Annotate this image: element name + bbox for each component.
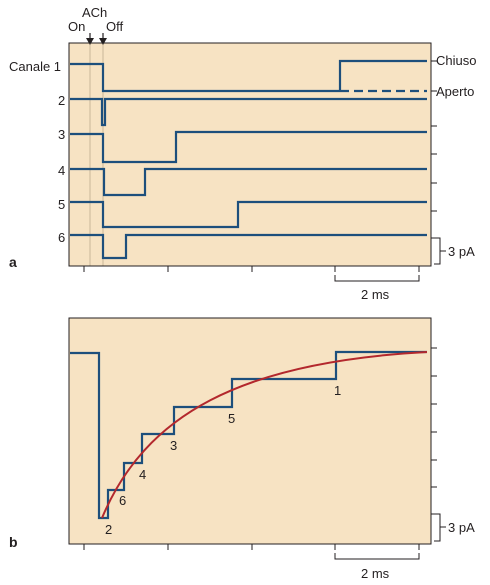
panel-a-background [69, 43, 431, 266]
step-label-1: 1 [334, 383, 342, 398]
panel-a-letter: a [9, 254, 17, 270]
step-label-5: 5 [228, 411, 236, 426]
step-label-4: 4 [139, 467, 147, 482]
channel-label-4: 4 [58, 163, 66, 178]
step-label-2: 2 [105, 522, 113, 537]
panel-a-time-axis [69, 266, 431, 281]
off-label: Off [106, 19, 124, 34]
channel-label-6: 6 [58, 230, 66, 245]
step-label-6: 6 [119, 493, 127, 508]
step-label-3: 3 [170, 438, 178, 453]
panel-b-time-axis [69, 544, 431, 559]
channel-label-3: 3 [58, 127, 66, 142]
panel-b-current-scale: 3 pA [448, 520, 475, 535]
state-open-label: Aperto [436, 84, 475, 99]
state-closed-label: Chiuso [436, 53, 477, 68]
panel-b-time-scale: 2 ms [361, 566, 390, 581]
channel-label-5: 5 [58, 197, 66, 212]
channel-label-1: Canale 1 [9, 59, 62, 74]
panel-b-right-axis [431, 318, 446, 544]
channel-label-2: 2 [58, 93, 66, 108]
ach-label: ACh [82, 5, 108, 20]
on-label: On [68, 19, 86, 34]
panel-a-right-axis [431, 43, 446, 266]
panel-b-letter: b [9, 534, 18, 550]
panel-a-current-scale: 3 pA [448, 244, 475, 259]
panel-a-time-scale: 2 ms [361, 287, 390, 302]
